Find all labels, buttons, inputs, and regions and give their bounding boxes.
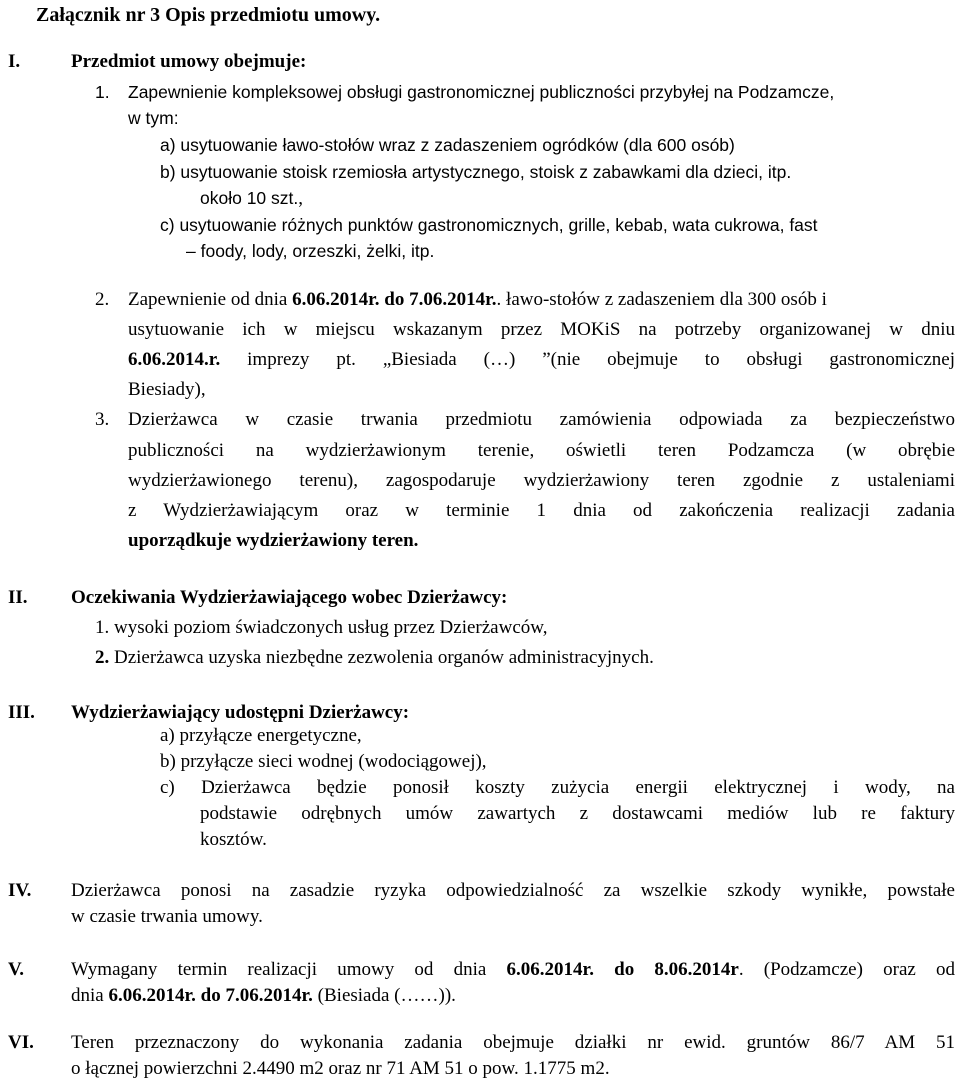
item-1-sub-b-line-1: b) usytuowanie stoisk rzemiosła artystycznego, stoisk z zabawkami dla dzieci, itp. — [160, 162, 792, 182]
item-1-line-1: Zapewnienie kompleksowej obsługi gastronomicznej publiczności przybyłej na Podzamcze, — [128, 82, 835, 102]
item-3-line-2: publiczności na wydzierżawionym terenie, oświetli teren Podzamcza (w obrębie — [128, 440, 955, 461]
item-1-line-2: w tym: — [128, 108, 179, 128]
item-3-line-4: z Wydzierżawiającym oraz w terminie 1 dnia od zakończenia realizacji zadania — [128, 500, 955, 521]
item-1-sub-c-line-2: – foody, lody, orzeszki, żelki, itp. — [186, 241, 435, 261]
section-4-line-2: w czasie trwania umowy. — [71, 906, 263, 927]
section-1-number: I. — [8, 51, 21, 72]
item-3-line-5: uporządkuje wydzierżawiony teren. — [128, 530, 419, 551]
section-2-item-1: 1. wysoki poziom świadczonych usług przez Dzierżawców, — [95, 617, 548, 638]
section-2-item-2: 2. Dzierżawca uzyska niezbędne zezwolenia organów administracyjnych. — [95, 647, 654, 668]
section-2-number: II. — [8, 587, 28, 608]
item-1-number: 1. — [95, 82, 110, 102]
section-3-item-a: a) przyłącze energetyczne, — [160, 725, 362, 746]
section-3-item-c-line-1: c) Dzierżawca będzie ponosił koszty zużycia energii elektrycznej i wody, na — [160, 777, 955, 798]
item-2-line-2: usytuowanie ich w miejscu wskazanym przez MOKiS na potrzeby organizowanej w dniu — [128, 319, 955, 340]
section-5-number: V. — [8, 959, 25, 980]
section-1-heading: Przedmiot umowy obejmuje: — [71, 51, 307, 72]
item-2-line-3: 6.06.2014.r. imprezy pt. „Biesiada (…) ”(nie obejmuje to obsługi gastronomicznej — [128, 349, 955, 370]
section-2-heading: Oczekiwania Wydzierżawiającego wobec Dzierżawcy: — [71, 587, 508, 608]
section-4-line-1: Dzierżawca ponosi na zasadzie ryzyka odpowiedzialność za wszelkie szkody wynikłe, powstałe — [71, 880, 955, 901]
section-5-line-1: Wymagany termin realizacji umowy od dnia 6.06.2014r. do 8.06.2014r. (Podzamcze) oraz od — [71, 959, 956, 980]
item-1-sub-a: a) usytuowanie ławo-stołów wraz z zadaszeniem ogródków (dla 600 osób) — [160, 135, 735, 155]
item-2-line-1: Zapewnienie od dnia 6.06.2014r. do 7.06.2014r.. ławo-stołów z zadaszeniem dla 300 osób i — [128, 289, 827, 310]
section-4-number: IV. — [8, 880, 32, 901]
section-6-line-2: o łącznej powierzchni 2.4490 m2 oraz nr 71 AM 51 o pow. 1.1775 m2. — [71, 1058, 610, 1079]
section-3-item-c-line-2: podstawie odrębnych umów zawartych z dostawcami mediów lub re faktury — [200, 803, 955, 824]
section-3-item-b: b) przyłącze sieci wodnej (wodociągowej), — [160, 751, 487, 772]
item-1-sub-b-line-2: około 10 szt., — [200, 188, 303, 209]
section-3-item-c-line-3: kosztów. — [200, 829, 267, 850]
item-1-sub-c-line-1: c) usytuowanie różnych punktów gastronomicznych, grille, kebab, wata cukrowa, fast — [160, 215, 818, 235]
section-6-line-1: Teren przeznaczony do wykonania zadania obejmuje działki nr ewid. gruntów 86/7 AM 51 — [71, 1032, 955, 1053]
item-3-number: 3. — [95, 409, 110, 430]
section-3-heading: Wydzierżawiający udostępni Dzierżawcy: — [71, 702, 410, 723]
section-3-number: III. — [8, 702, 35, 723]
item-2-line-4: Biesiady), — [128, 379, 206, 400]
section-6-number: VI. — [8, 1032, 34, 1053]
item-3-line-3: wydzierżawionego terenu), zagospodaruje wydzierżawiony teren zgodnie z ustaleniami — [128, 470, 955, 491]
section-5-line-2: dnia 6.06.2014r. do 7.06.2014r. (Biesiada (……)). — [71, 985, 456, 1006]
item-2-number: 2. — [95, 289, 110, 310]
document-title: Załącznik nr 3 Opis przedmiotu umowy. — [36, 4, 381, 26]
item-3-line-1: Dzierżawca w czasie trwania przedmiotu zamówienia odpowiada za bezpieczeństwo — [128, 409, 955, 430]
